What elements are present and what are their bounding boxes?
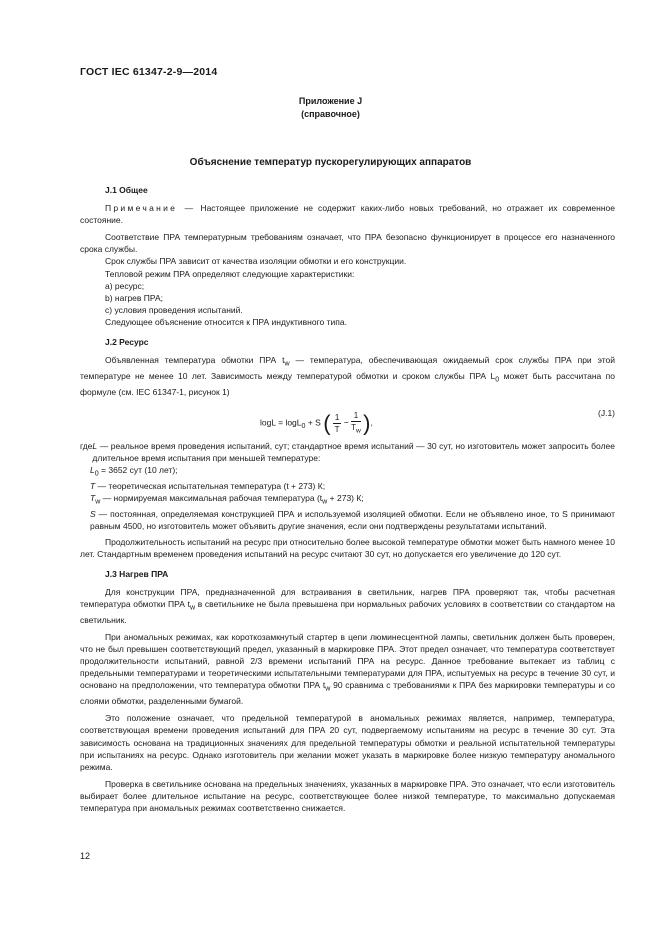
list-item: b) нагрев ПРА;	[105, 292, 164, 303]
standard-header: ГОСТ IEC 61347-2-9—2014	[80, 66, 218, 78]
annex-label: Приложение J	[298, 96, 363, 106]
definitions-list	[80, 440, 615, 532]
formula-j1	[80, 403, 615, 437]
annex-heading	[0, 95, 661, 121]
fraction-1	[333, 412, 341, 435]
j2-paragraph-2: Продолжительность испытаний на ресурс при относительно более высокой температуре обмотки может быть намного менее 10 лет. Стандартным временем проведения испытаний на ресурс считают 30 сут, но допускается его увеличение до 120 сут.	[80, 536, 615, 559]
j1-paragraph-1: Соответствие ПРА температурным требованиям означает, что ПРА безопасно функционирует в процессе его назначенного срока службы.	[80, 232, 615, 255]
j2-paragraph-1	[80, 354, 615, 398]
fraction-2	[351, 410, 361, 437]
j3-paragraph-3: Это положение означает, что предельной температурой в аномальных режимах является, например, температура, соответствующая времени проведения испытаний для ПРА 20 сут, подвергаемому испытаниям на ресурс в течение 30 сут. Эта зависимость основана на традиционных значениях для предельной температуры обмотки и реальной испытательной температуры при испытаниях на ресурс. Однако изготовитель при желании может указать в маркировке более низкую температуру аномального режима.	[80, 713, 615, 772]
j3-paragraph-4: Проверка в светильнике основана на предельных значениях, указанных в маркировке ПРА. Это означает, что если изготовитель выбирает более длительное испытание на ресурс, соответствующее более низкой температуре, то максимально допускаемая температура при аномальных режимах соответственно снижается.	[80, 778, 615, 813]
subscript: 0	[301, 422, 306, 431]
text-run: Объявленная температура обмотки ПРА t	[105, 355, 285, 366]
definition-body: + 273) К;	[327, 492, 364, 503]
subscript: w	[325, 685, 331, 694]
definition-body: — нормируемая максимальная рабочая температура (t	[100, 492, 323, 503]
j3-paragraph-2	[80, 631, 615, 707]
definition-item	[80, 508, 615, 532]
formula-expression	[260, 410, 373, 437]
subscript: w	[284, 359, 290, 368]
numerator: 1	[334, 412, 340, 422]
definition-item	[80, 480, 615, 492]
section-j3-heading: J.3 Нагрев ПРА	[105, 569, 169, 579]
subscript: 0	[495, 375, 500, 384]
annex-title: Объяснение температур пускорегулирующих аппаратов	[189, 157, 472, 168]
symbol: L	[92, 440, 98, 451]
definition-item	[80, 464, 615, 480]
definition-text	[90, 480, 615, 492]
section-j1-heading: J.1 Общее	[105, 185, 148, 195]
list-item: c) условия проведения испытаний.	[105, 304, 243, 315]
definition-body: — реальное время проведения испытаний, сут; стандартное время испытаний — 30 сут, но изготовитель может запросить более длительное время испытания при меньшей температуре:	[92, 440, 615, 463]
text-run: При аномальных режимах, как короткозамкнутый стартер в цепи люминесцентной лампы, светильник должен быть проверен, что не был превышен соответствующий предел, указанный в маркировке ПРА. Этот предел означает, что температура соответствует продолжительности испытаний, равной 2/3 времени испытаний ПРА на ресурс. Данное требование вытекает из таблиц с предельными температурами и теоретическими испытательными температурами для ПРА, испытуемых на ресурс в течение 30 сут, и основано на предположении, что температура обмотки ПРА t	[80, 632, 615, 691]
list-item: a) ресурс;	[105, 280, 145, 291]
text-run: — температура, обеспечивающая ожидаемый срок службы ПРА при этой температуре не менее 10 лет. Зависимость между температурой обмотки и сроком службы ПРА L	[80, 355, 616, 381]
symbol: L	[90, 464, 95, 475]
symbol: S	[90, 508, 96, 519]
definition-body: — теоретическая испытательная температура (t + 273) К;	[95, 480, 326, 491]
section-j2-heading: J.2 Ресурс	[105, 337, 149, 348]
text-run: 90 сравнима с требованиями к ПРА без маркировки температуры и со слоями обмотки, разделенными бумагой.	[80, 680, 615, 707]
denominator: T	[334, 424, 340, 434]
minus-sign: −	[343, 417, 349, 428]
j1-paragraph-3: Тепловой режим ПРА определяют следующие характеристики:	[105, 268, 355, 279]
definition-item	[80, 492, 615, 508]
definition-text	[92, 440, 615, 464]
definition-body: — постоянная, определяемая конструкцией ПРА и используемой изоляцией обмотки. Если не объявлено иное, то S принимают равным 4500, но изготовитель может объявить другие значения, если они подтверждены результатами испытаний.	[90, 508, 615, 531]
right-paren: )	[363, 410, 371, 436]
numerator: 1	[351, 410, 361, 422]
note-paragraph	[80, 202, 615, 226]
denominator	[351, 422, 361, 437]
text-run: Для конструкции ПРА, предназначенной для встраивания в светильник, нагрев ПРА проверяют так, чтобы расчетная температура обмотки ПРА t	[80, 587, 615, 610]
symbol: T	[90, 480, 96, 491]
definition-body: = 3652 сут (10 лет);	[98, 464, 178, 475]
subscript: w	[95, 497, 101, 506]
body-text	[80, 184, 615, 814]
j1-paragraph-2: Срок службы ПРА зависит от качества изоляции обмотки и его конструкции.	[105, 256, 407, 267]
text-run: может быть рассчитана по формуле (см. IEC 61347-1, рисунок 1)	[80, 370, 615, 397]
where-label: где	[80, 440, 93, 451]
definition-text	[90, 492, 615, 508]
page-number: 12	[80, 851, 91, 861]
formula-lhs: logL = logL	[260, 417, 302, 428]
formula-mid: + S	[305, 417, 321, 428]
note-text: Настоящее приложение не содержит каких-либо новых требований, но отражает их современное состояние.	[80, 203, 615, 226]
text-run: в светильнике не была превышена при нормальных рабочих условиях в соответствии со стандартом на светильник.	[80, 599, 615, 625]
subscript: w	[189, 603, 196, 612]
j3-paragraph-1	[80, 586, 615, 626]
j1-paragraph-4: Следующее объяснение относится к ПРА индуктивного типа.	[105, 316, 347, 327]
denominator-symbol: T	[351, 422, 356, 432]
definition-text	[90, 508, 615, 532]
formula-end: ,	[370, 417, 373, 428]
subscript: w	[355, 427, 361, 435]
subscript: 0	[94, 469, 99, 478]
left-paren: (	[323, 410, 331, 436]
symbol: T	[90, 492, 96, 503]
annex-kind: (справочное)	[301, 109, 360, 119]
definition-item	[80, 440, 615, 464]
formula-number: (J.1)	[598, 407, 615, 418]
subscript: w	[322, 497, 328, 506]
definition-text	[90, 464, 615, 480]
note-label: Примечание —	[105, 203, 196, 214]
